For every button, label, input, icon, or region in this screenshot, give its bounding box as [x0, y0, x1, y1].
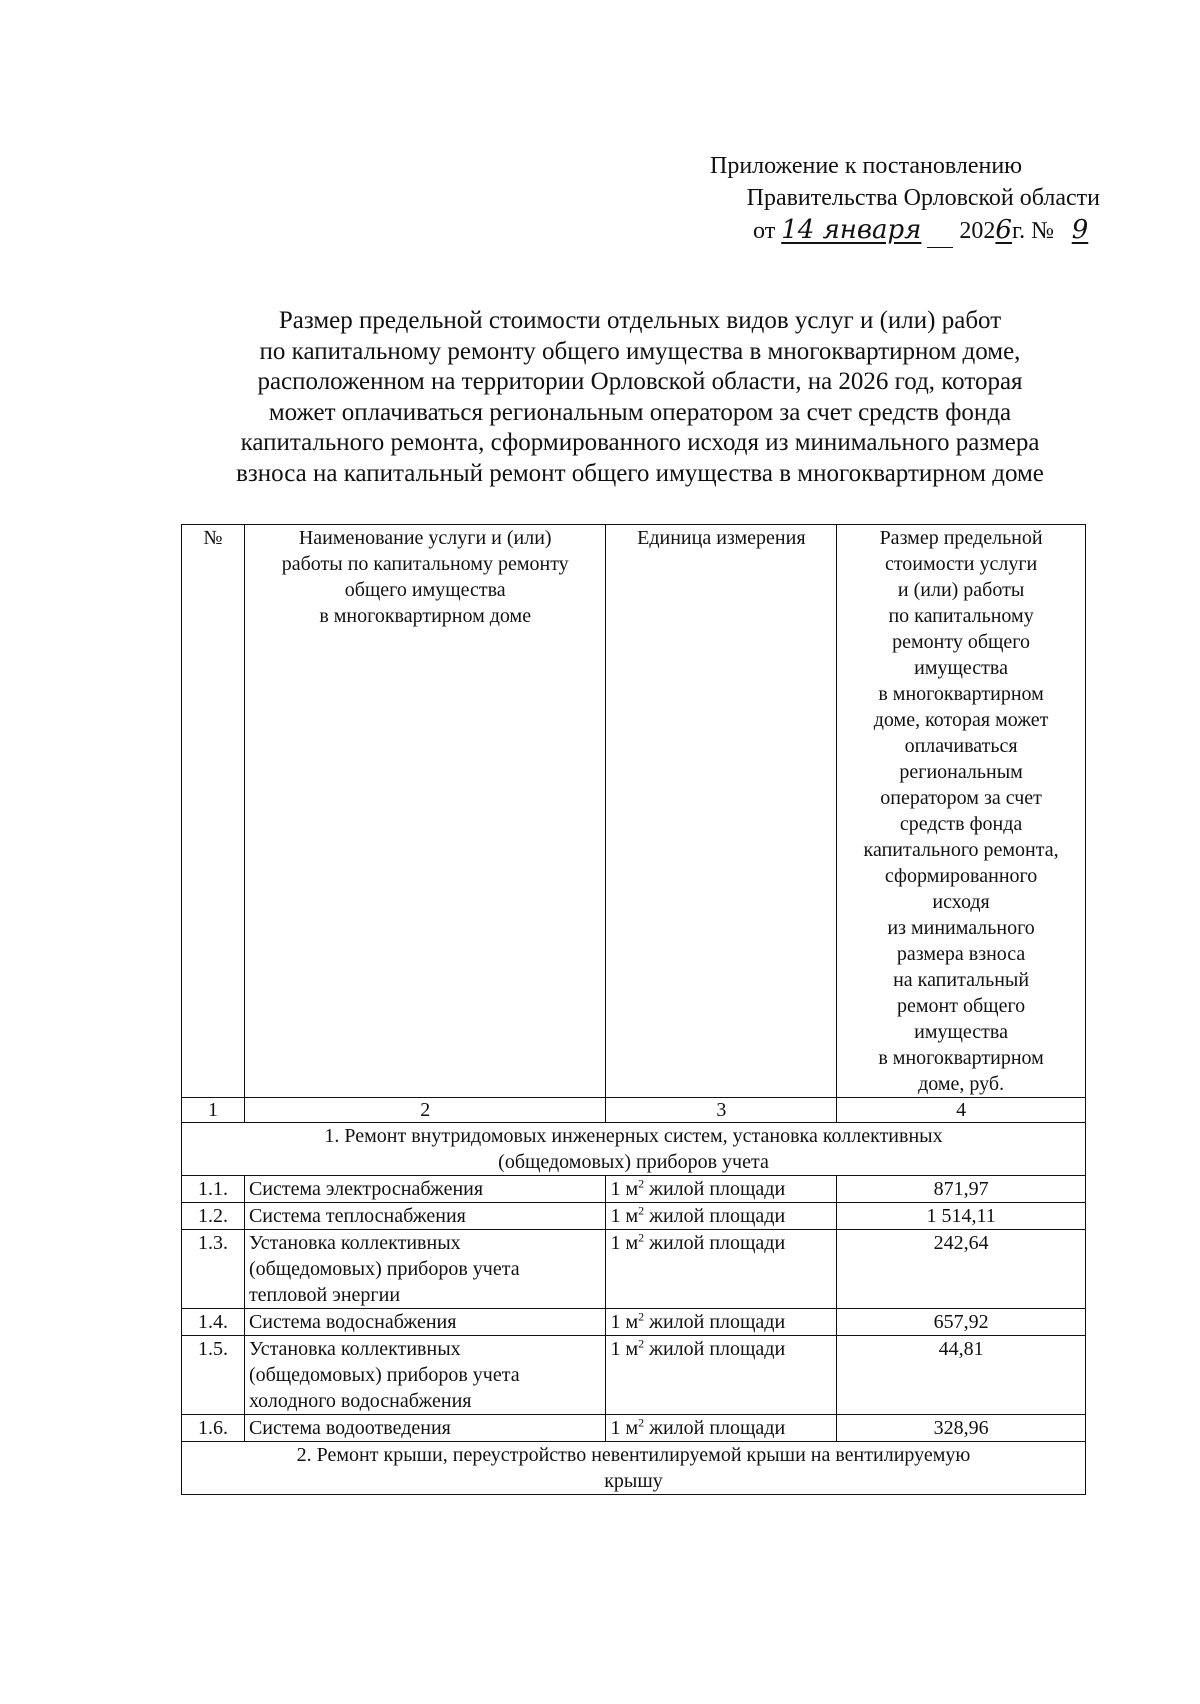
- unit-suffix: жилой площади: [644, 1338, 786, 1360]
- row-number: 1.5.: [182, 1336, 245, 1415]
- section-2-row: [182, 1442, 1086, 1495]
- appendix-block: [640, 150, 1100, 248]
- appendix-line1: Приложение к постановлению: [710, 153, 1023, 179]
- header-price-line: по капитальному: [888, 605, 1034, 627]
- unit-suffix: жилой площади: [644, 1417, 786, 1439]
- row-name-line: Система теплоснабжения: [248, 1205, 466, 1227]
- date-underline: [927, 215, 953, 248]
- row-name-line: (общедомовых) приборов учета: [248, 1258, 520, 1280]
- row-number: 1.2.: [182, 1203, 245, 1230]
- row-name: [244, 1203, 606, 1230]
- row-name: [244, 1309, 606, 1336]
- unit-prefix: 1 м: [610, 1232, 639, 1254]
- row-number: 1.4.: [182, 1309, 245, 1336]
- header-price-line: ремонту общего: [892, 631, 1031, 653]
- row-value: 657,92: [837, 1309, 1086, 1336]
- header-price-line: сформированного: [884, 865, 1038, 887]
- handwritten-year-digit: 6: [995, 215, 1012, 245]
- table-row: [182, 1415, 1086, 1442]
- section-heading-line: 2. Ремонт крыши, переустройство невентилируемой крыши на вентилируемую: [296, 1444, 971, 1466]
- column-number: 3: [606, 1098, 837, 1123]
- year-suffix: г. №: [1011, 218, 1054, 244]
- title-line: взноса на капитальный ремонт общего имущества в многоквартирном доме: [236, 459, 1044, 487]
- header-price-line: средств фонда: [899, 813, 1023, 835]
- handwritten-date: 14 января: [781, 215, 922, 245]
- header-num: №: [182, 525, 245, 1098]
- title-line: Размер предельной стоимости отдельных видов услуг и (или) работ: [278, 307, 1002, 334]
- header-price-line: оплачиваться: [904, 735, 1018, 757]
- title-line: расположенном на территории Орловской области, на 2026 год, которая: [257, 368, 1023, 395]
- row-unit: [606, 1176, 837, 1203]
- header-price-line: имущества: [914, 1021, 1008, 1043]
- header-price: [837, 525, 1086, 1098]
- row-name-line: (общедомовых) приборов учета: [248, 1364, 520, 1386]
- row-unit: [606, 1309, 837, 1336]
- header-name-line: Наименование услуги и (или): [298, 527, 552, 549]
- row-unit: [606, 1230, 837, 1309]
- section-2-heading: [182, 1442, 1086, 1495]
- header-price-line: имущества: [914, 657, 1008, 679]
- unit-suffix: жилой площади: [644, 1311, 786, 1333]
- date-prefix: от: [753, 218, 776, 244]
- section-heading-line: крышу: [604, 1470, 663, 1492]
- unit-superscript: 2: [638, 1309, 645, 1324]
- header-name-line: общего имущества: [344, 579, 506, 601]
- unit-suffix: жилой площади: [644, 1205, 786, 1227]
- header-row: [182, 525, 1086, 1098]
- column-number: 4: [837, 1098, 1086, 1123]
- year-prefix: 202: [959, 218, 996, 244]
- header-price-line: региональным: [899, 761, 1023, 783]
- header-name: [244, 525, 606, 1098]
- row-name-line: Система электроснабжения: [248, 1178, 484, 1200]
- unit-superscript: 2: [638, 1415, 645, 1430]
- row-name-line: тепловой энергии: [248, 1284, 401, 1306]
- header-price-line: из минимального: [887, 917, 1035, 939]
- row-name-line: Система водоснабжения: [248, 1311, 457, 1333]
- table-row: [182, 1230, 1086, 1309]
- row-name-line: Установка коллективных: [248, 1232, 461, 1254]
- title-line: капитального ремонта, сформированного исходя из минимального размера: [240, 429, 1040, 456]
- section-1-row: [182, 1123, 1086, 1176]
- row-number: 1.6.: [182, 1415, 245, 1442]
- row-name: [244, 1230, 606, 1309]
- row-value: 44,81: [837, 1336, 1086, 1415]
- header-name-line: в многоквартирном доме: [319, 605, 532, 627]
- row-name: [244, 1176, 606, 1203]
- row-name-line: Установка коллективных: [248, 1338, 461, 1360]
- header-price-line: доме, которая может: [873, 709, 1049, 731]
- unit-prefix: 1 м: [610, 1178, 639, 1200]
- section-heading-line: (общедомовых) приборов учета: [498, 1151, 769, 1173]
- header-price-line: на капитальный: [893, 969, 1030, 991]
- section-1-heading: [182, 1123, 1086, 1176]
- row-unit: [606, 1336, 837, 1415]
- title-line: может оплачиваться региональным оператором за счет средств фонда: [268, 398, 1012, 426]
- handwritten-number: 9: [1071, 215, 1089, 245]
- header-price-line: в многоквартирном: [878, 683, 1044, 705]
- header-name-line: работы по капитальному ремонту: [281, 553, 569, 575]
- unit-prefix: 1 м: [610, 1338, 639, 1360]
- unit-superscript: 2: [638, 1230, 645, 1245]
- column-number: 1: [182, 1098, 245, 1123]
- header-price-line: Размер предельной: [879, 527, 1043, 549]
- row-unit: [606, 1415, 837, 1442]
- row-value: 1 514,11: [837, 1203, 1086, 1230]
- price-table: [181, 524, 1086, 1495]
- unit-suffix: жилой площади: [644, 1232, 786, 1254]
- unit-prefix: 1 м: [610, 1417, 639, 1439]
- unit-suffix: жилой площади: [644, 1178, 786, 1200]
- table-row: [182, 1176, 1086, 1203]
- table-row: [182, 1203, 1086, 1230]
- header-price-line: капитального ремонта,: [863, 839, 1059, 861]
- section-heading-line: 1. Ремонт внутридомовых инженерных систем, установка коллективных: [324, 1125, 943, 1147]
- row-number: 1.1.: [182, 1176, 245, 1203]
- header-price-line: размера взноса: [896, 943, 1026, 965]
- title-line: по капитальному ремонту общего имущества в многоквартирном доме,: [259, 337, 1021, 365]
- header-price-line: и (или) работы: [897, 579, 1025, 601]
- row-number: 1.3.: [182, 1230, 245, 1309]
- row-value: 871,97: [837, 1176, 1086, 1203]
- document-title: [180, 306, 1100, 489]
- unit-prefix: 1 м: [610, 1311, 639, 1333]
- header-price-line: стоимости услуги: [884, 553, 1038, 575]
- appendix-date-line: [640, 214, 1100, 248]
- row-name-line: Система водоотведения: [248, 1417, 451, 1439]
- row-value: 242,64: [837, 1230, 1086, 1309]
- row-name: [244, 1415, 606, 1442]
- column-number-row: [182, 1098, 1086, 1123]
- row-unit: [606, 1203, 837, 1230]
- unit-superscript: 2: [638, 1203, 645, 1218]
- header-price-line: исходя: [932, 891, 990, 913]
- unit-prefix: 1 м: [610, 1205, 639, 1227]
- unit-superscript: 2: [638, 1176, 645, 1191]
- row-name-line: холодного водоснабжения: [248, 1390, 472, 1412]
- row-name: [244, 1336, 606, 1415]
- header-price-line: ремонт общего: [897, 995, 1026, 1017]
- header-price-line: в многоквартирном: [878, 1047, 1044, 1069]
- header-price-line: доме, руб.: [918, 1073, 1005, 1095]
- header-price-line: оператором за счет: [880, 787, 1042, 809]
- header-unit: Единица измерения: [606, 525, 837, 1098]
- appendix-line2: Правительства Орловской области: [746, 185, 1100, 211]
- row-value: 328,96: [837, 1415, 1086, 1442]
- table-row: [182, 1309, 1086, 1336]
- table-row: [182, 1336, 1086, 1415]
- unit-superscript: 2: [638, 1336, 645, 1351]
- column-number: 2: [244, 1098, 606, 1123]
